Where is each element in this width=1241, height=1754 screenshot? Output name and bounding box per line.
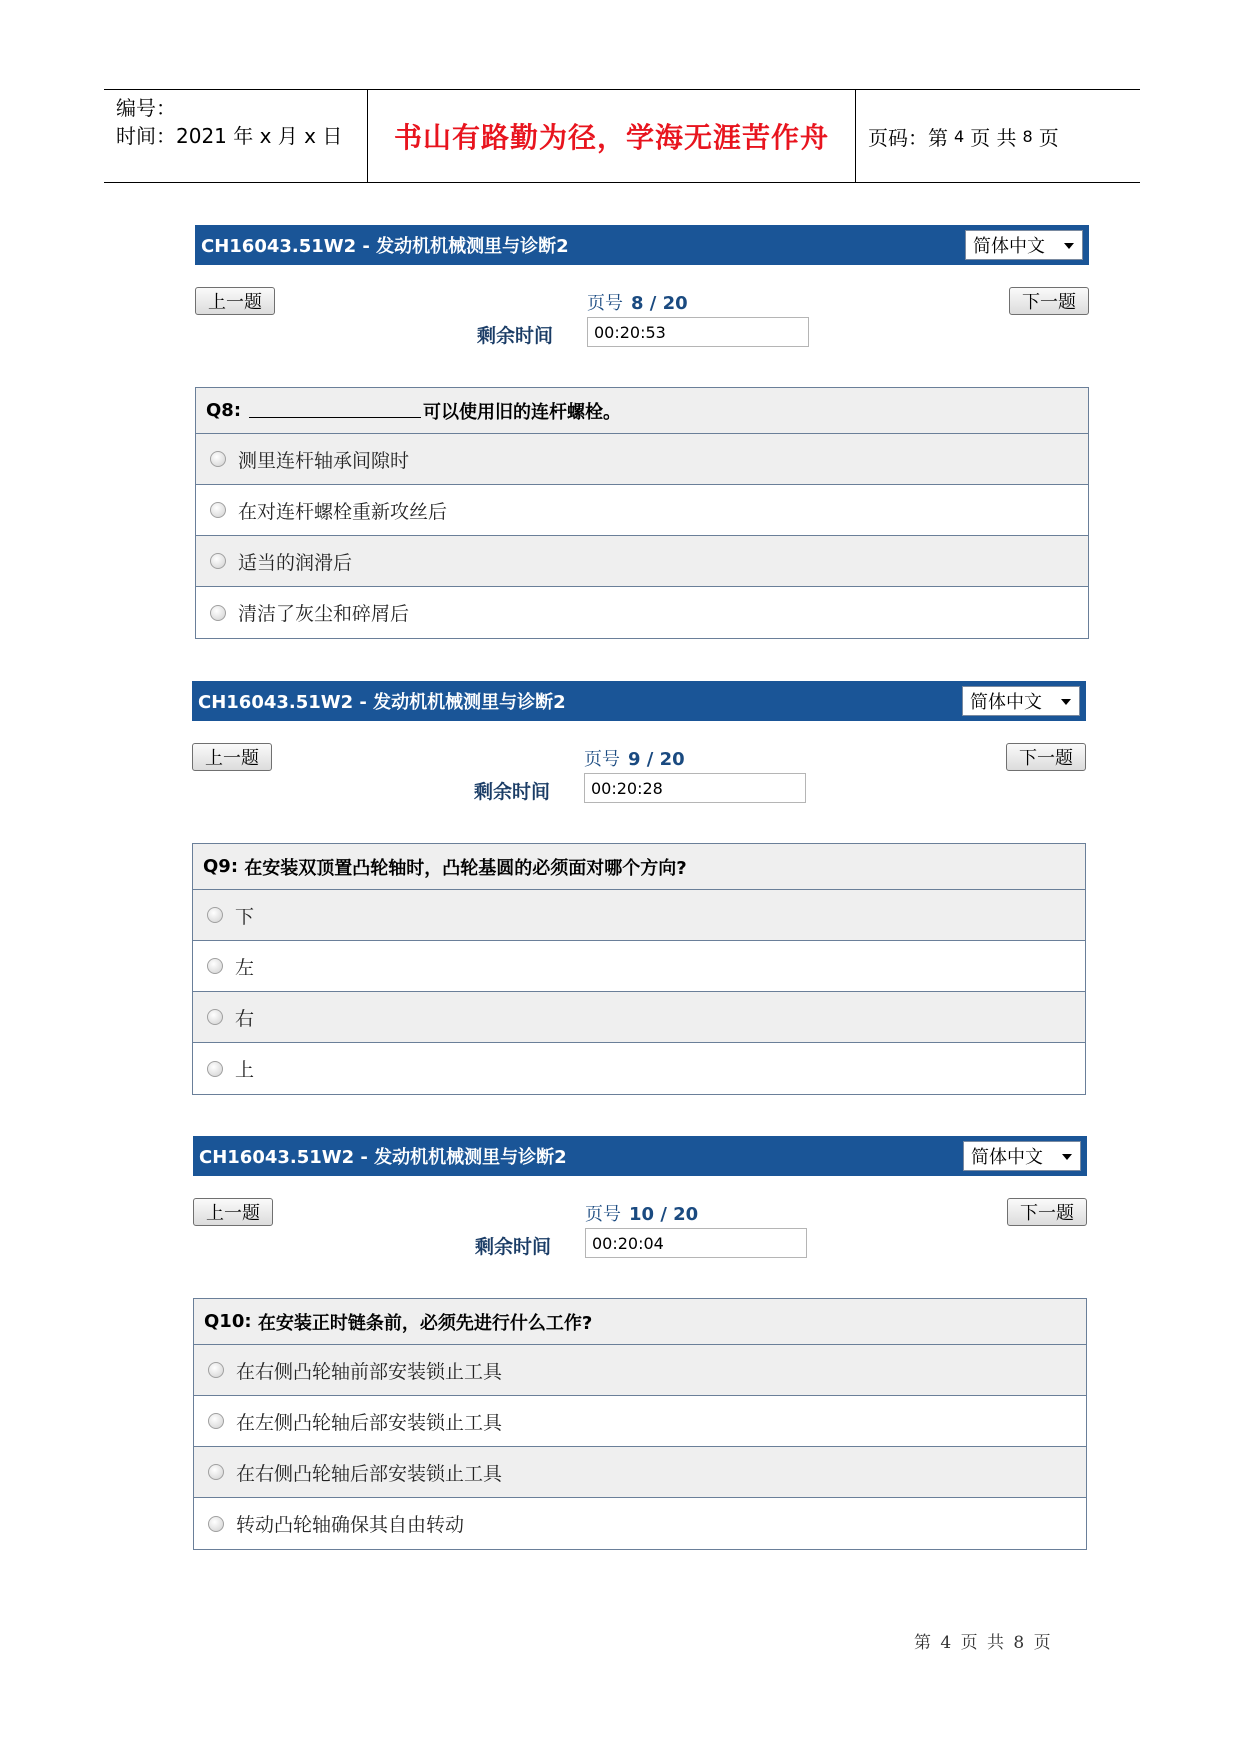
navigation-row <box>192 721 1086 811</box>
radio-button[interactable] <box>207 1009 223 1025</box>
time-remaining-field: 00:20:04 <box>585 1228 807 1258</box>
time-remaining-label: 剩余时间 <box>474 781 551 803</box>
page-footer: 第 4 页 共 8 页 <box>914 1633 1051 1653</box>
course-title: CH16043.51W2 - 发动机机械测里与诊断2 <box>199 1147 567 1168</box>
page-mid: 页 共 <box>970 125 1017 150</box>
page-prefix: 页码：第 <box>868 125 948 150</box>
radio-button[interactable] <box>208 1413 224 1429</box>
answer-option[interactable] <box>196 587 1088 638</box>
option-label: 转动凸轮轴确保其自由转动 <box>236 1514 465 1536</box>
answer-option[interactable] <box>194 1396 1086 1447</box>
option-label: 下 <box>235 905 255 928</box>
radio-button[interactable] <box>208 1516 224 1532</box>
option-label: 测里连杆轴承间隙时 <box>238 449 410 472</box>
fill-blank-line <box>249 404 421 418</box>
answer-option[interactable] <box>194 1498 1086 1549</box>
language-select[interactable] <box>965 230 1083 260</box>
option-label: 在右侧凸轮轴后部安装锁止工具 <box>236 1462 503 1485</box>
options-list <box>196 434 1088 638</box>
answer-option[interactable] <box>196 536 1088 587</box>
radio-button[interactable] <box>208 1464 224 1480</box>
page-value: 8 / 20 <box>631 293 688 314</box>
radio-button[interactable] <box>208 1362 224 1378</box>
question-box <box>195 387 1089 639</box>
navigation-row <box>195 265 1089 355</box>
radio-button[interactable] <box>210 502 226 518</box>
chevron-down-icon <box>1064 243 1074 249</box>
radio-button[interactable] <box>207 907 223 923</box>
page-value: 9 / 20 <box>628 749 685 770</box>
chevron-down-icon <box>1062 1154 1072 1160</box>
page-counter <box>856 90 1140 182</box>
question-box <box>193 1298 1087 1550</box>
motto: 书山有路勤为径，学海无涯苦作舟 <box>368 90 856 182</box>
time-remaining-label: 剩余时间 <box>475 1236 552 1258</box>
question-number: Q8: <box>206 400 242 421</box>
question-header <box>196 388 1088 434</box>
next-question-button[interactable]: 下一题 <box>1009 287 1089 315</box>
page-label: 页号 <box>587 293 623 314</box>
course-title-bar <box>192 681 1086 721</box>
next-question-button[interactable]: 下一题 <box>1007 1198 1087 1226</box>
next-question-button[interactable]: 下一题 <box>1006 743 1086 771</box>
course-title: CH16043.51W2 - 发动机机械测里与诊断2 <box>201 236 569 257</box>
answer-option[interactable] <box>194 1447 1086 1498</box>
document-header <box>104 89 1140 183</box>
answer-option[interactable] <box>193 1043 1085 1094</box>
page-total: 8 <box>1022 126 1033 146</box>
page-current: 4 <box>954 126 965 146</box>
radio-button[interactable] <box>210 553 226 569</box>
page-suffix: 页 <box>1038 125 1059 150</box>
page-indicator <box>584 745 685 771</box>
serial-label: 编号： <box>116 96 176 120</box>
prev-question-button[interactable]: 上一题 <box>192 743 272 771</box>
doc-info <box>104 90 368 182</box>
language-select[interactable] <box>962 686 1080 716</box>
chevron-down-icon <box>1061 699 1071 705</box>
quiz-screenshot <box>195 225 1089 639</box>
question-text: 在安装正时链条前，必须先进行什么工作? <box>257 1312 593 1334</box>
course-title-bar <box>195 225 1089 265</box>
option-label: 适当的润滑后 <box>238 551 353 574</box>
option-label: 左 <box>235 956 255 979</box>
page-value: 10 / 20 <box>629 1204 699 1225</box>
navigation-row <box>193 1176 1087 1266</box>
option-label: 清洁了灰尘和碎屑后 <box>238 603 410 625</box>
language-value: 简体中文 <box>973 236 1045 257</box>
answer-option[interactable] <box>193 941 1085 992</box>
quiz-screenshot <box>193 1136 1087 1550</box>
option-label: 右 <box>235 1007 255 1030</box>
question-text: 可以使用旧的连杆螺栓。 <box>423 401 622 423</box>
time-remaining-field: 00:20:28 <box>584 773 806 803</box>
time-remaining-label: 剩余时间 <box>477 325 554 347</box>
date-line: 时间：2021 年 x 月 x 日 <box>116 124 343 148</box>
question-box <box>192 843 1086 1095</box>
options-list <box>194 1345 1086 1549</box>
radio-button[interactable] <box>207 1061 223 1077</box>
page-indicator <box>585 1200 698 1226</box>
answer-option[interactable] <box>196 434 1088 485</box>
option-label: 上 <box>235 1059 255 1081</box>
prev-question-button[interactable]: 上一题 <box>195 287 275 315</box>
answer-option[interactable] <box>194 1345 1086 1396</box>
language-value: 简体中文 <box>971 1147 1043 1168</box>
answer-option[interactable] <box>193 890 1085 941</box>
question-header <box>193 844 1085 890</box>
question-number: Q9: <box>203 856 239 877</box>
radio-button[interactable] <box>210 451 226 467</box>
answer-option[interactable] <box>193 992 1085 1043</box>
radio-button[interactable] <box>207 958 223 974</box>
radio-button[interactable] <box>210 605 226 621</box>
language-value: 简体中文 <box>970 692 1042 713</box>
quiz-screenshot <box>192 681 1086 1095</box>
question-header <box>194 1299 1086 1345</box>
options-list <box>193 890 1085 1094</box>
course-title: CH16043.51W2 - 发动机机械测里与诊断2 <box>198 692 566 713</box>
option-label: 在右侧凸轮轴前部安装锁止工具 <box>236 1360 503 1383</box>
prev-question-button[interactable]: 上一题 <box>193 1198 273 1226</box>
page-label: 页号 <box>584 749 620 770</box>
page-indicator <box>587 289 688 315</box>
option-label: 在对连杆螺栓重新攻丝后 <box>238 500 448 523</box>
language-select[interactable] <box>963 1141 1081 1171</box>
time-remaining-field: 00:20:53 <box>587 317 809 347</box>
answer-option[interactable] <box>196 485 1088 536</box>
option-label: 在左侧凸轮轴后部安装锁止工具 <box>236 1411 503 1434</box>
page-label: 页号 <box>585 1204 621 1225</box>
question-text: 在安装双顶置凸轮轴时，凸轮基圆的必须面对哪个方向? <box>244 857 687 879</box>
course-title-bar <box>193 1136 1087 1176</box>
question-number: Q10: <box>204 1311 252 1332</box>
